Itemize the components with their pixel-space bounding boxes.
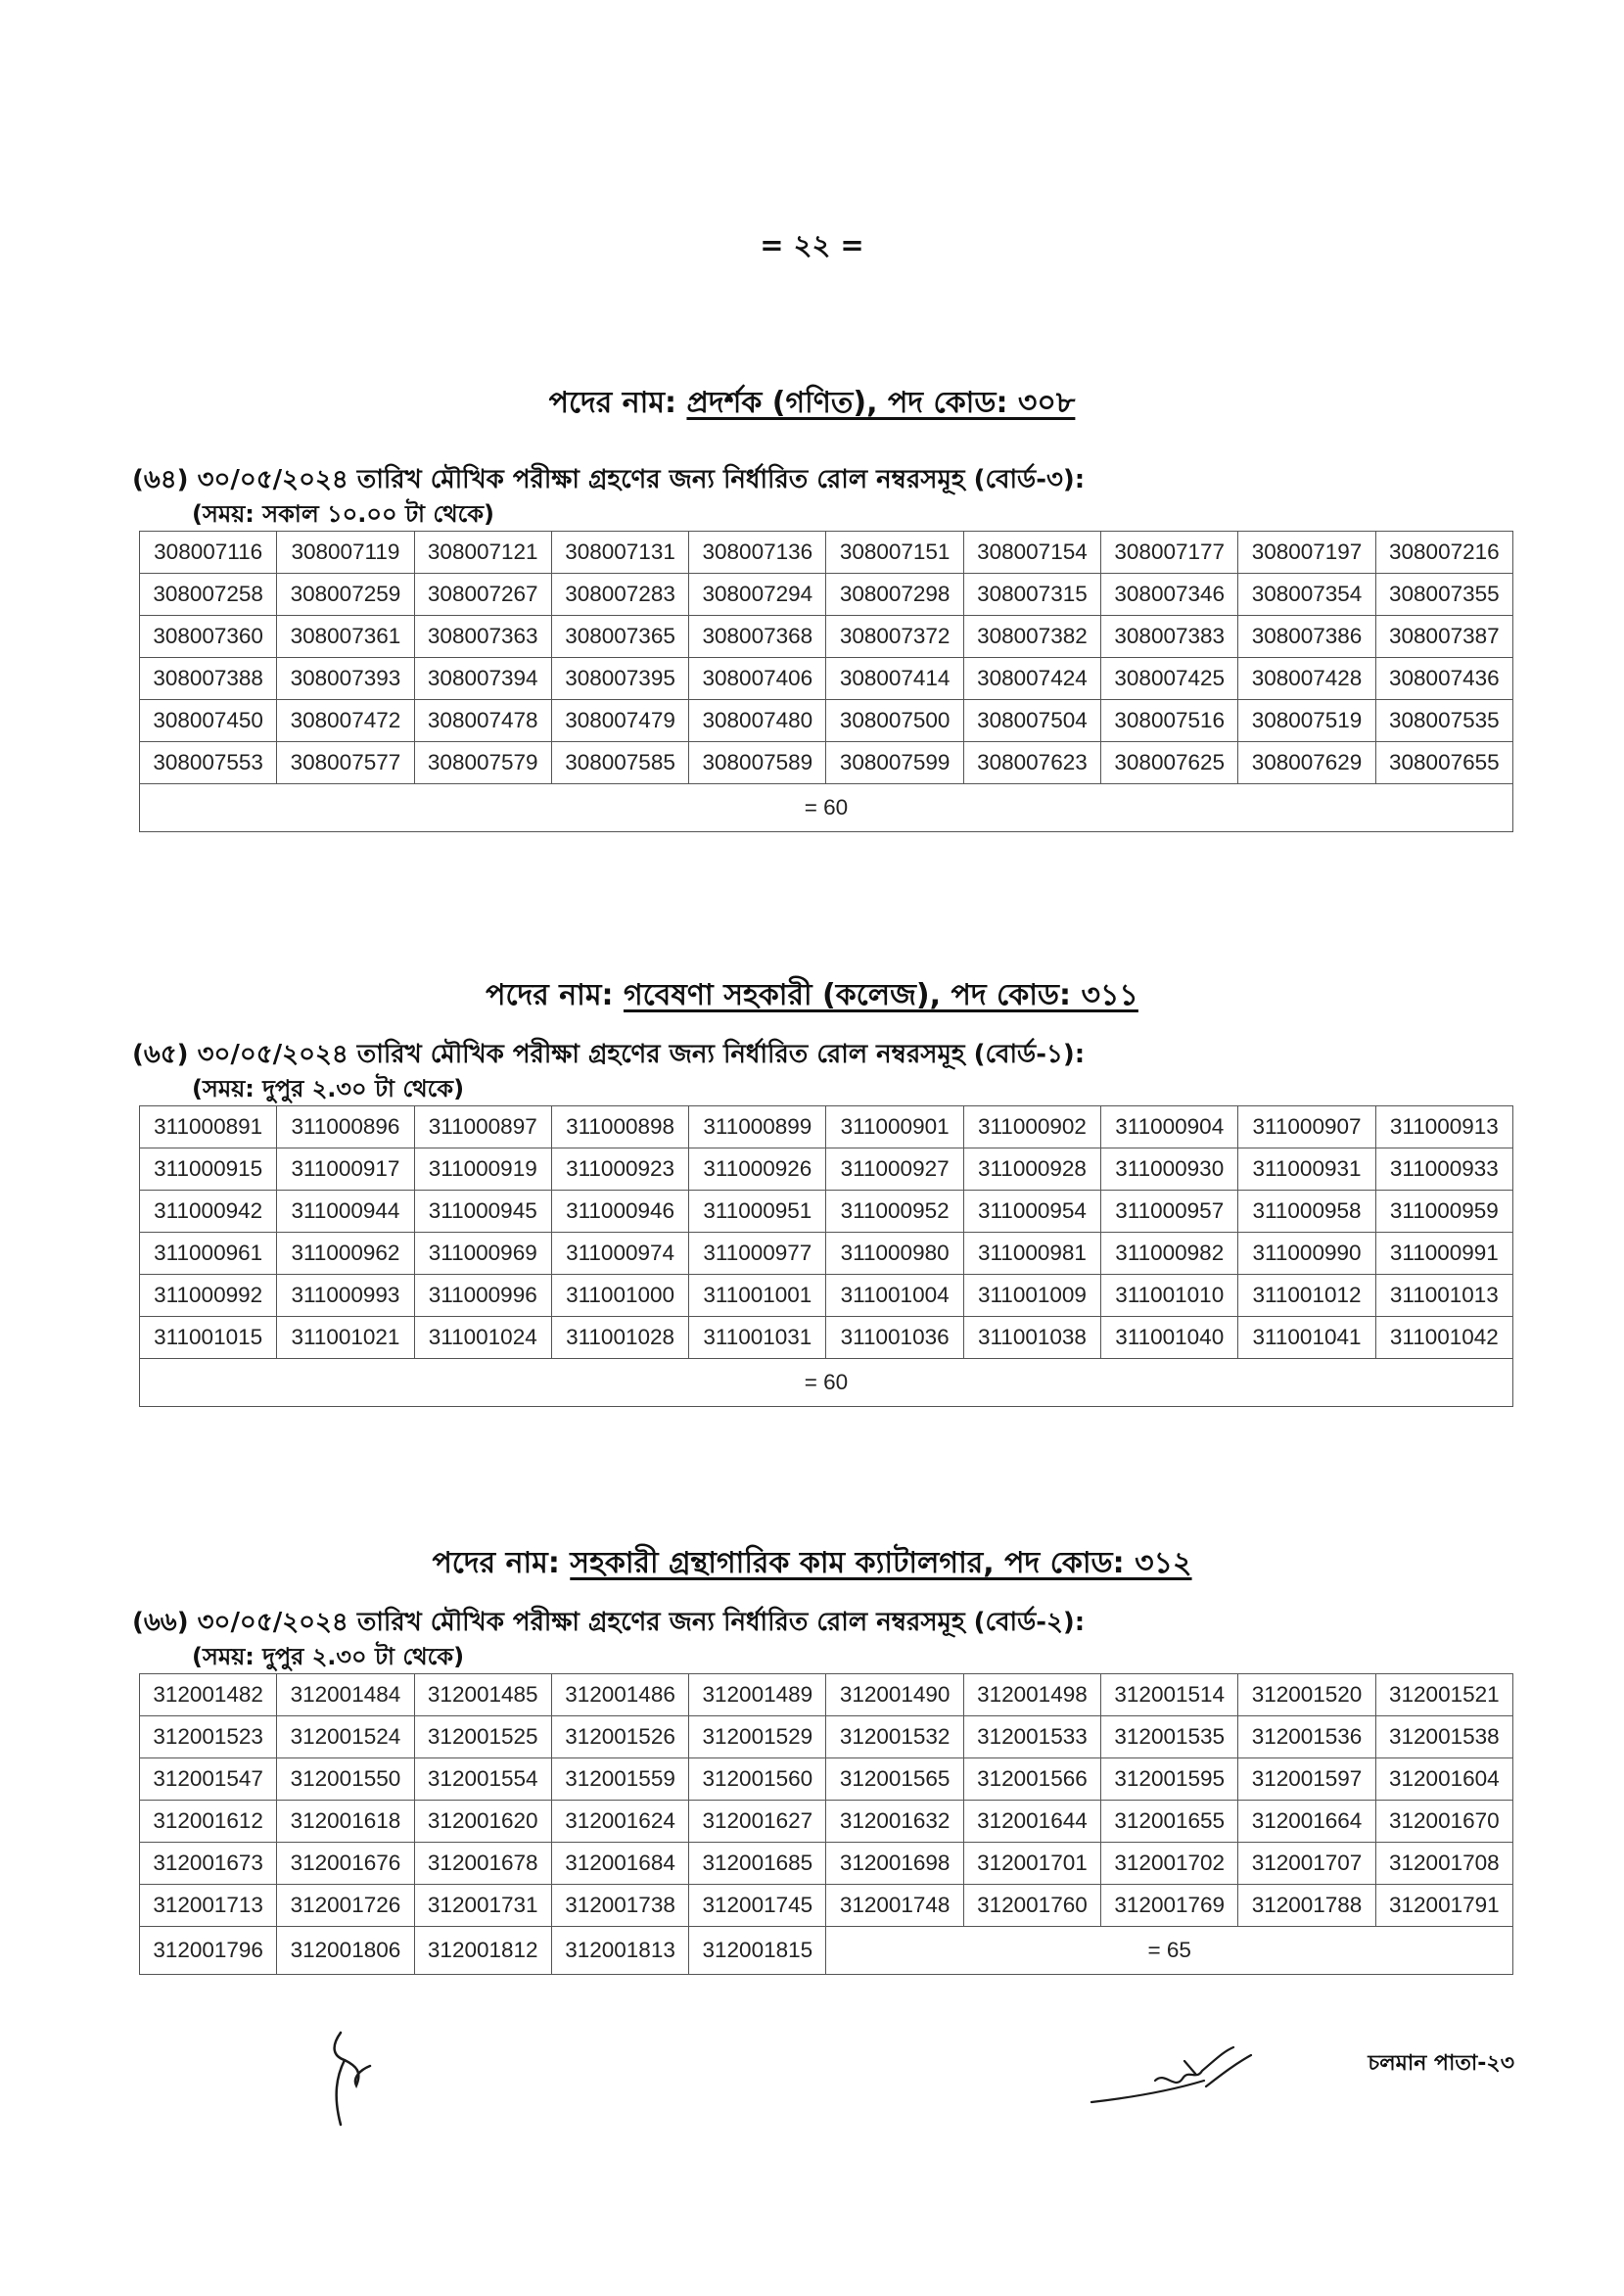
roll-cell: 312001533 bbox=[963, 1716, 1100, 1758]
roll-cell: 308007154 bbox=[963, 532, 1100, 574]
table-row bbox=[140, 658, 1513, 700]
roll-cell: 312001498 bbox=[963, 1674, 1100, 1716]
table-row bbox=[140, 574, 1513, 616]
roll-cell: 311000958 bbox=[1238, 1191, 1375, 1233]
roll-cell: 311001028 bbox=[551, 1317, 688, 1359]
roll-cell: 312001678 bbox=[414, 1843, 551, 1885]
roll-cell: 312001521 bbox=[1375, 1674, 1512, 1716]
roll-cell: 312001707 bbox=[1238, 1843, 1375, 1885]
roll-cell: 308007136 bbox=[689, 532, 826, 574]
roll-cell: 308007258 bbox=[140, 574, 277, 616]
time-line: (সময়: সকাল ১০.০০ টা থেকে) bbox=[192, 500, 495, 528]
roll-cell: 312001526 bbox=[551, 1716, 688, 1758]
roll-cell: 312001560 bbox=[689, 1758, 826, 1801]
roll-cell: 311001042 bbox=[1375, 1317, 1512, 1359]
roll-cell: 311000928 bbox=[963, 1148, 1100, 1191]
roll-cell: 312001523 bbox=[140, 1716, 277, 1758]
roll-cell: 311000990 bbox=[1238, 1233, 1375, 1275]
roll-cell: 308007406 bbox=[689, 658, 826, 700]
roll-cell: 308007361 bbox=[277, 616, 414, 658]
roll-cell: 312001550 bbox=[277, 1758, 414, 1801]
roll-cell: 311001015 bbox=[140, 1317, 277, 1359]
roll-cell: 308007298 bbox=[826, 574, 963, 616]
roll-cell: 312001791 bbox=[1375, 1885, 1512, 1927]
roll-cell: 311000896 bbox=[277, 1106, 414, 1148]
roll-cell: 311000959 bbox=[1375, 1191, 1512, 1233]
roll-cell: 312001554 bbox=[414, 1758, 551, 1801]
total-count: = 65 bbox=[826, 1927, 1513, 1975]
roll-cell: 311000993 bbox=[277, 1275, 414, 1317]
roll-cell: 312001618 bbox=[277, 1801, 414, 1843]
roll-table bbox=[139, 1673, 1513, 1975]
roll-cell: 308007393 bbox=[277, 658, 414, 700]
table-row bbox=[140, 1106, 1513, 1148]
table-row bbox=[140, 1885, 1513, 1927]
roll-cell: 312001489 bbox=[689, 1674, 826, 1716]
roll-cell: 308007386 bbox=[1238, 616, 1375, 658]
roll-cell: 311001010 bbox=[1101, 1275, 1238, 1317]
roll-cell: 311000899 bbox=[689, 1106, 826, 1148]
roll-cell: 308007121 bbox=[414, 532, 551, 574]
roll-cell: 311000926 bbox=[689, 1148, 826, 1191]
roll-cell: 312001701 bbox=[963, 1843, 1100, 1885]
roll-cell: 311000961 bbox=[140, 1233, 277, 1275]
page-number: = ২২ = bbox=[760, 228, 864, 261]
roll-cell: 311001041 bbox=[1238, 1317, 1375, 1359]
roll-cell: 312001769 bbox=[1101, 1885, 1238, 1927]
roll-cell: 308007519 bbox=[1238, 700, 1375, 742]
table-row bbox=[140, 532, 1513, 574]
roll-cell: 308007259 bbox=[277, 574, 414, 616]
roll-cell: 312001708 bbox=[1375, 1843, 1512, 1885]
roll-cell: 312001524 bbox=[277, 1716, 414, 1758]
roll-cell: 312001731 bbox=[414, 1885, 551, 1927]
roll-cell: 311000913 bbox=[1375, 1106, 1512, 1148]
roll-cell: 312001684 bbox=[551, 1843, 688, 1885]
roll-cell: 312001604 bbox=[1375, 1758, 1512, 1801]
post-name: গবেষণা সহকারী (কলেজ), পদ কোড: ৩১১ bbox=[623, 978, 1138, 1012]
roll-cell: 308007382 bbox=[963, 616, 1100, 658]
total-count: = 60 bbox=[140, 784, 1513, 832]
roll-cell: 312001612 bbox=[140, 1801, 277, 1843]
roll-cell: 308007394 bbox=[414, 658, 551, 700]
roll-cell: 312001485 bbox=[414, 1674, 551, 1716]
roll-cell: 311000980 bbox=[826, 1233, 963, 1275]
roll-cell: 311001001 bbox=[689, 1275, 826, 1317]
roll-cell: 312001597 bbox=[1238, 1758, 1375, 1801]
roll-cell: 308007365 bbox=[551, 616, 688, 658]
roll-cell: 308007177 bbox=[1101, 532, 1238, 574]
total-count: = 60 bbox=[140, 1359, 1513, 1407]
table-row bbox=[140, 1275, 1513, 1317]
roll-cell: 308007395 bbox=[551, 658, 688, 700]
section-post-311 bbox=[0, 976, 1624, 1407]
table-row bbox=[140, 616, 1513, 658]
table-row bbox=[140, 742, 1513, 784]
roll-cell: 311000945 bbox=[414, 1191, 551, 1233]
total-row bbox=[140, 784, 1513, 832]
roll-cell: 311001040 bbox=[1101, 1317, 1238, 1359]
roll-cell: 311000942 bbox=[140, 1191, 277, 1233]
roll-cell: 312001806 bbox=[277, 1927, 414, 1975]
roll-cell: 308007372 bbox=[826, 616, 963, 658]
roll-cell: 308007629 bbox=[1238, 742, 1375, 784]
table-row bbox=[140, 1233, 1513, 1275]
table-row bbox=[140, 1191, 1513, 1233]
roll-cell: 312001627 bbox=[689, 1801, 826, 1843]
roll-cell: 308007623 bbox=[963, 742, 1100, 784]
roll-cell: 311000954 bbox=[963, 1191, 1100, 1233]
roll-cell: 311000915 bbox=[140, 1148, 277, 1191]
roll-cell: 308007267 bbox=[414, 574, 551, 616]
roll-cell: 312001490 bbox=[826, 1674, 963, 1716]
roll-cell: 308007478 bbox=[414, 700, 551, 742]
roll-cell: 312001595 bbox=[1101, 1758, 1238, 1801]
roll-cell: 308007585 bbox=[551, 742, 688, 784]
schedule-line: (৬৫) ৩০/০৫/২০২৪ তারিখ মৌখিক পরীক্ষা গ্রহণের জন্য নির্ধারিত রোল নম্বরসমূহ (বোর্ড-১): bbox=[132, 1040, 1086, 1069]
roll-cell: 308007388 bbox=[140, 658, 277, 700]
roll-cell: 311000944 bbox=[277, 1191, 414, 1233]
roll-cell: 308007504 bbox=[963, 700, 1100, 742]
table-row bbox=[140, 1317, 1513, 1359]
post-heading bbox=[0, 1544, 1624, 1583]
roll-cell: 312001484 bbox=[277, 1674, 414, 1716]
roll-cell: 312001624 bbox=[551, 1801, 688, 1843]
roll-cell: 311000996 bbox=[414, 1275, 551, 1317]
roll-cell: 312001748 bbox=[826, 1885, 963, 1927]
roll-cell: 308007599 bbox=[826, 742, 963, 784]
roll-cell: 311000919 bbox=[414, 1148, 551, 1191]
roll-cell: 308007346 bbox=[1101, 574, 1238, 616]
section-post-308 bbox=[0, 384, 1624, 832]
table-row bbox=[140, 1148, 1513, 1191]
roll-cell: 308007119 bbox=[277, 532, 414, 574]
roll-cell: 312001632 bbox=[826, 1801, 963, 1843]
roll-cell: 308007151 bbox=[826, 532, 963, 574]
roll-cell: 308007363 bbox=[414, 616, 551, 658]
continued-page-note: চলমান পাতা-২৩ bbox=[1368, 2051, 1514, 2076]
roll-cell: 311000957 bbox=[1101, 1191, 1238, 1233]
roll-cell: 312001655 bbox=[1101, 1801, 1238, 1843]
roll-cell: 308007535 bbox=[1375, 700, 1512, 742]
roll-cell: 312001535 bbox=[1101, 1716, 1238, 1758]
roll-cell: 308007387 bbox=[1375, 616, 1512, 658]
schedule-line: (৬৬) ৩০/০৫/২০২৪ তারিখ মৌখিক পরীক্ষা গ্রহণের জন্য নির্ধারিত রোল নম্বরসমূহ (বোর্ড-২): bbox=[132, 1608, 1086, 1637]
roll-cell: 311001004 bbox=[826, 1275, 963, 1317]
roll-cell: 312001664 bbox=[1238, 1801, 1375, 1843]
post-heading bbox=[0, 976, 1624, 1015]
roll-cell: 308007360 bbox=[140, 616, 277, 658]
roll-cell: 308007216 bbox=[1375, 532, 1512, 574]
roll-cell: 312001760 bbox=[963, 1885, 1100, 1927]
roll-cell: 311000931 bbox=[1238, 1148, 1375, 1191]
roll-cell: 308007294 bbox=[689, 574, 826, 616]
roll-cell: 312001532 bbox=[826, 1716, 963, 1758]
roll-cell: 312001676 bbox=[277, 1843, 414, 1885]
roll-cell: 311000930 bbox=[1101, 1148, 1238, 1191]
roll-cell: 308007436 bbox=[1375, 658, 1512, 700]
roll-cell: 311000907 bbox=[1238, 1106, 1375, 1148]
roll-cell: 308007579 bbox=[414, 742, 551, 784]
roll-cell: 312001815 bbox=[689, 1927, 826, 1975]
roll-cell: 312001482 bbox=[140, 1674, 277, 1716]
post-label: পদের নাম: bbox=[548, 386, 676, 420]
roll-table bbox=[139, 1105, 1513, 1407]
roll-cell: 308007354 bbox=[1238, 574, 1375, 616]
table-row bbox=[140, 700, 1513, 742]
section-post-312 bbox=[0, 1544, 1624, 1975]
roll-cell: 312001670 bbox=[1375, 1801, 1512, 1843]
roll-cell: 311000901 bbox=[826, 1106, 963, 1148]
roll-cell: 311000977 bbox=[689, 1233, 826, 1275]
roll-cell: 308007428 bbox=[1238, 658, 1375, 700]
roll-cell: 308007131 bbox=[551, 532, 688, 574]
roll-cell: 311000969 bbox=[414, 1233, 551, 1275]
roll-cell: 308007450 bbox=[140, 700, 277, 742]
roll-cell: 312001812 bbox=[414, 1927, 551, 1975]
roll-cell: 312001673 bbox=[140, 1843, 277, 1885]
roll-cell: 308007283 bbox=[551, 574, 688, 616]
roll-cell: 311001000 bbox=[551, 1275, 688, 1317]
roll-cell: 308007425 bbox=[1101, 658, 1238, 700]
table-row bbox=[140, 1716, 1513, 1758]
roll-cell: 311000904 bbox=[1101, 1106, 1238, 1148]
roll-cell: 311000982 bbox=[1101, 1233, 1238, 1275]
roll-cell: 308007516 bbox=[1101, 700, 1238, 742]
post-name: প্রদর্শক (গণিত), পদ কোড: ৩০৮ bbox=[686, 386, 1076, 420]
roll-cell: 312001644 bbox=[963, 1801, 1100, 1843]
table-row bbox=[140, 1758, 1513, 1801]
roll-cell: 312001525 bbox=[414, 1716, 551, 1758]
roll-cell: 312001566 bbox=[963, 1758, 1100, 1801]
roll-cell: 311000891 bbox=[140, 1106, 277, 1148]
roll-cell: 308007424 bbox=[963, 658, 1100, 700]
roll-cell: 308007625 bbox=[1101, 742, 1238, 784]
roll-cell: 312001620 bbox=[414, 1801, 551, 1843]
roll-cell: 311000902 bbox=[963, 1106, 1100, 1148]
roll-cell: 308007197 bbox=[1238, 532, 1375, 574]
table-row bbox=[140, 1674, 1513, 1716]
roll-cell: 312001685 bbox=[689, 1843, 826, 1885]
post-name: সহকারী গ্রন্থাগারিক কাম ক্যাটালগার, পদ কোড: ৩১২ bbox=[570, 1546, 1192, 1580]
post-heading bbox=[0, 384, 1624, 423]
post-label: পদের নাম: bbox=[486, 978, 614, 1012]
roll-cell: 311001021 bbox=[277, 1317, 414, 1359]
roll-cell: 311000991 bbox=[1375, 1233, 1512, 1275]
roll-cell: 311001009 bbox=[963, 1275, 1100, 1317]
total-row bbox=[140, 1927, 1513, 1975]
roll-cell: 311001031 bbox=[689, 1317, 826, 1359]
roll-cell: 308007577 bbox=[277, 742, 414, 784]
roll-cell: 312001796 bbox=[140, 1927, 277, 1975]
roll-cell: 311001012 bbox=[1238, 1275, 1375, 1317]
roll-cell: 308007414 bbox=[826, 658, 963, 700]
roll-cell: 308007315 bbox=[963, 574, 1100, 616]
roll-cell: 311001038 bbox=[963, 1317, 1100, 1359]
roll-cell: 308007116 bbox=[140, 532, 277, 574]
roll-cell: 312001538 bbox=[1375, 1716, 1512, 1758]
time-line: (সময়: দুপুর ২.৩০ টা থেকে) bbox=[192, 1075, 465, 1102]
roll-cell: 312001486 bbox=[551, 1674, 688, 1716]
roll-cell: 312001726 bbox=[277, 1885, 414, 1927]
roll-cell: 308007355 bbox=[1375, 574, 1512, 616]
roll-cell: 312001702 bbox=[1101, 1843, 1238, 1885]
roll-cell: 311000923 bbox=[551, 1148, 688, 1191]
roll-cell: 311000933 bbox=[1375, 1148, 1512, 1191]
roll-cell: 308007479 bbox=[551, 700, 688, 742]
roll-cell: 312001745 bbox=[689, 1885, 826, 1927]
post-label: পদের নাম: bbox=[432, 1546, 560, 1580]
roll-cell: 311000992 bbox=[140, 1275, 277, 1317]
initial-signature bbox=[323, 2027, 392, 2134]
roll-cell: 312001514 bbox=[1101, 1674, 1238, 1716]
roll-cell: 311000898 bbox=[551, 1106, 688, 1148]
schedule-line: (৬৪) ৩০/০৫/২০২৪ তারিখ মৌখিক পরীক্ষা গ্রহণের জন্য নির্ধারিত রোল নম্বরসমূহ (বোর্ড-৩): bbox=[132, 465, 1086, 494]
table-row bbox=[140, 1801, 1513, 1843]
roll-cell: 308007655 bbox=[1375, 742, 1512, 784]
total-row bbox=[140, 1359, 1513, 1407]
roll-cell: 311001013 bbox=[1375, 1275, 1512, 1317]
roll-cell: 312001698 bbox=[826, 1843, 963, 1885]
roll-cell: 312001788 bbox=[1238, 1885, 1375, 1927]
roll-cell: 308007589 bbox=[689, 742, 826, 784]
roll-cell: 311001036 bbox=[826, 1317, 963, 1359]
roll-cell: 308007500 bbox=[826, 700, 963, 742]
roll-cell: 311000927 bbox=[826, 1148, 963, 1191]
table-row bbox=[140, 1843, 1513, 1885]
roll-cell: 311000981 bbox=[963, 1233, 1100, 1275]
roll-cell: 312001565 bbox=[826, 1758, 963, 1801]
roll-cell: 311001024 bbox=[414, 1317, 551, 1359]
signature bbox=[1087, 2041, 1273, 2120]
roll-cell: 311000917 bbox=[277, 1148, 414, 1191]
roll-cell: 312001813 bbox=[551, 1927, 688, 1975]
roll-cell: 311000946 bbox=[551, 1191, 688, 1233]
roll-cell: 312001713 bbox=[140, 1885, 277, 1927]
roll-cell: 312001520 bbox=[1238, 1674, 1375, 1716]
roll-table bbox=[139, 531, 1513, 832]
roll-cell: 308007368 bbox=[689, 616, 826, 658]
roll-cell: 311000952 bbox=[826, 1191, 963, 1233]
roll-cell: 308007553 bbox=[140, 742, 277, 784]
time-line: (সময়: দুপুর ২.৩০ টা থেকে) bbox=[192, 1643, 465, 1670]
roll-cell: 308007383 bbox=[1101, 616, 1238, 658]
roll-cell: 312001547 bbox=[140, 1758, 277, 1801]
roll-cell: 312001529 bbox=[689, 1716, 826, 1758]
roll-cell: 311000962 bbox=[277, 1233, 414, 1275]
roll-cell: 308007480 bbox=[689, 700, 826, 742]
roll-cell: 312001559 bbox=[551, 1758, 688, 1801]
roll-cell: 308007472 bbox=[277, 700, 414, 742]
roll-cell: 312001536 bbox=[1238, 1716, 1375, 1758]
roll-cell: 312001738 bbox=[551, 1885, 688, 1927]
roll-cell: 311000951 bbox=[689, 1191, 826, 1233]
roll-cell: 311000897 bbox=[414, 1106, 551, 1148]
roll-cell: 311000974 bbox=[551, 1233, 688, 1275]
